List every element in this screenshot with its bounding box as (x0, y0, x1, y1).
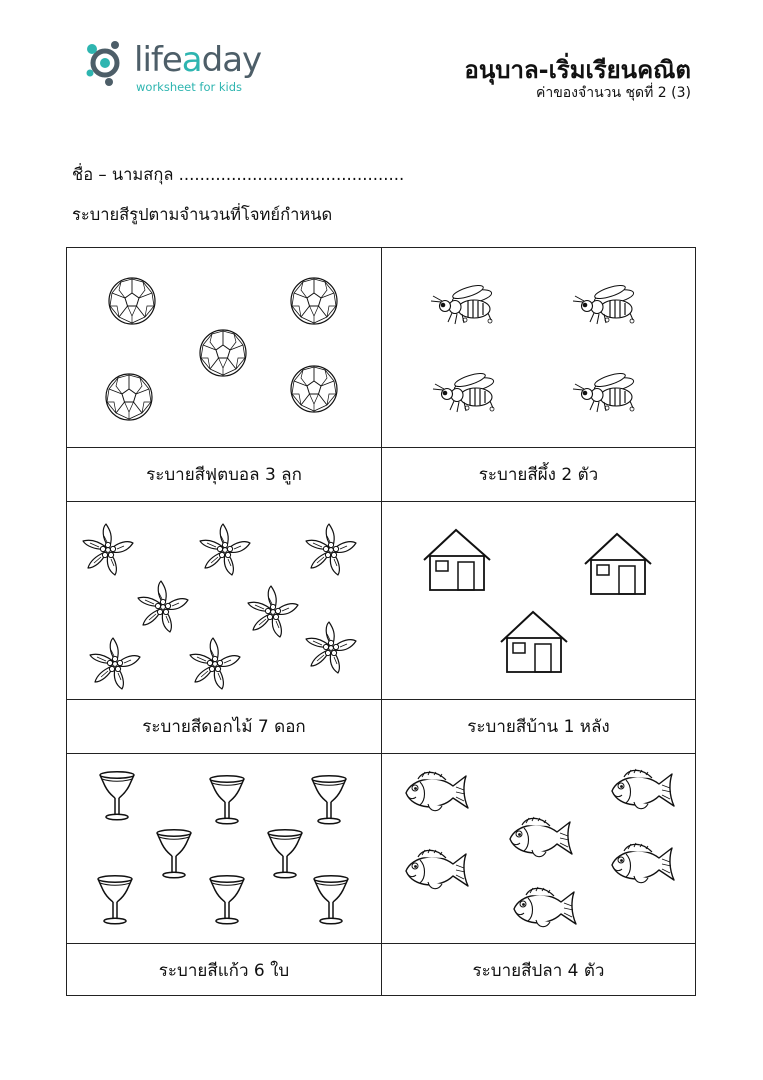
soccer-ball-icon[interactable] (289, 364, 339, 414)
name-field-line: ชื่อ – นามสกุล ........................................... (72, 165, 405, 184)
flower-picture-cell[interactable] (67, 502, 382, 700)
fish-icon[interactable] (398, 846, 474, 894)
fish-icon[interactable] (398, 768, 474, 816)
logo-molecule-icon (82, 38, 132, 88)
flower-icon[interactable] (303, 620, 359, 676)
glass-icon[interactable] (265, 828, 305, 880)
fish-icon[interactable] (502, 814, 578, 862)
flower-icon[interactable] (245, 584, 301, 640)
glass-icon[interactable] (154, 828, 194, 880)
bee-instruction: ระบายสีผึ้ง 2 ตัว (382, 448, 695, 502)
flower-icon[interactable] (197, 522, 253, 578)
bee-icon[interactable] (570, 370, 640, 414)
house-picture-cell[interactable] (382, 502, 695, 700)
bee-icon[interactable] (430, 370, 500, 414)
flower-icon[interactable] (187, 636, 243, 692)
glass-icon[interactable] (97, 770, 137, 822)
fish-icon[interactable] (604, 766, 680, 814)
soccer-ball-instruction: ระบายสีฟุตบอล 3 ลูก (67, 448, 382, 502)
house-icon[interactable] (499, 610, 569, 674)
page-subtitle: ค่าของจำนวน ชุดที่ 2 (3) (535, 85, 691, 101)
flower-icon[interactable] (135, 579, 191, 635)
flower-instruction: ระบายสีดอกไม้ 7 ดอก (67, 700, 382, 754)
soccer-ball-icon[interactable] (104, 372, 154, 422)
soccer-ball-picture-cell[interactable] (67, 248, 382, 448)
glass-instruction: ระบายสีแก้ว 6 ใบ (67, 944, 382, 996)
bee-picture-cell[interactable] (382, 248, 695, 448)
house-instruction: ระบายสีบ้าน 1 หลัง (382, 700, 695, 754)
fish-icon[interactable] (506, 884, 582, 932)
glass-picture-cell[interactable] (67, 754, 382, 944)
page-title: อนุบาล-เริ่มเรียนคณิต (464, 56, 691, 84)
bee-icon[interactable] (428, 282, 498, 326)
worksheet-grid (66, 247, 696, 996)
glass-icon[interactable] (95, 874, 135, 926)
glass-icon[interactable] (207, 774, 247, 826)
lifeaday-logo (82, 38, 282, 98)
glass-icon[interactable] (311, 874, 351, 926)
soccer-ball-icon[interactable] (289, 276, 339, 326)
soccer-ball-icon[interactable] (198, 328, 248, 378)
glass-icon[interactable] (309, 774, 349, 826)
soccer-ball-icon[interactable] (107, 276, 157, 326)
fish-instruction: ระบายสีปลา 4 ตัว (472, 960, 605, 981)
fish-picture-cell[interactable] (382, 754, 695, 944)
instruction-text: ระบายสีรูปตามจำนวนที่โจทย์กำหนด (72, 205, 333, 224)
flower-icon[interactable] (80, 522, 136, 578)
house-icon[interactable] (422, 528, 492, 592)
flower-icon[interactable] (87, 636, 143, 692)
flower-icon[interactable] (303, 522, 359, 578)
fish-icon[interactable] (604, 840, 680, 888)
bee-icon[interactable] (570, 282, 640, 326)
house-icon[interactable] (583, 532, 653, 596)
logo-tagline: worksheet for kids (136, 80, 243, 94)
glass-icon[interactable] (207, 874, 247, 926)
logo-wordmark: lifeaday (134, 40, 262, 80)
